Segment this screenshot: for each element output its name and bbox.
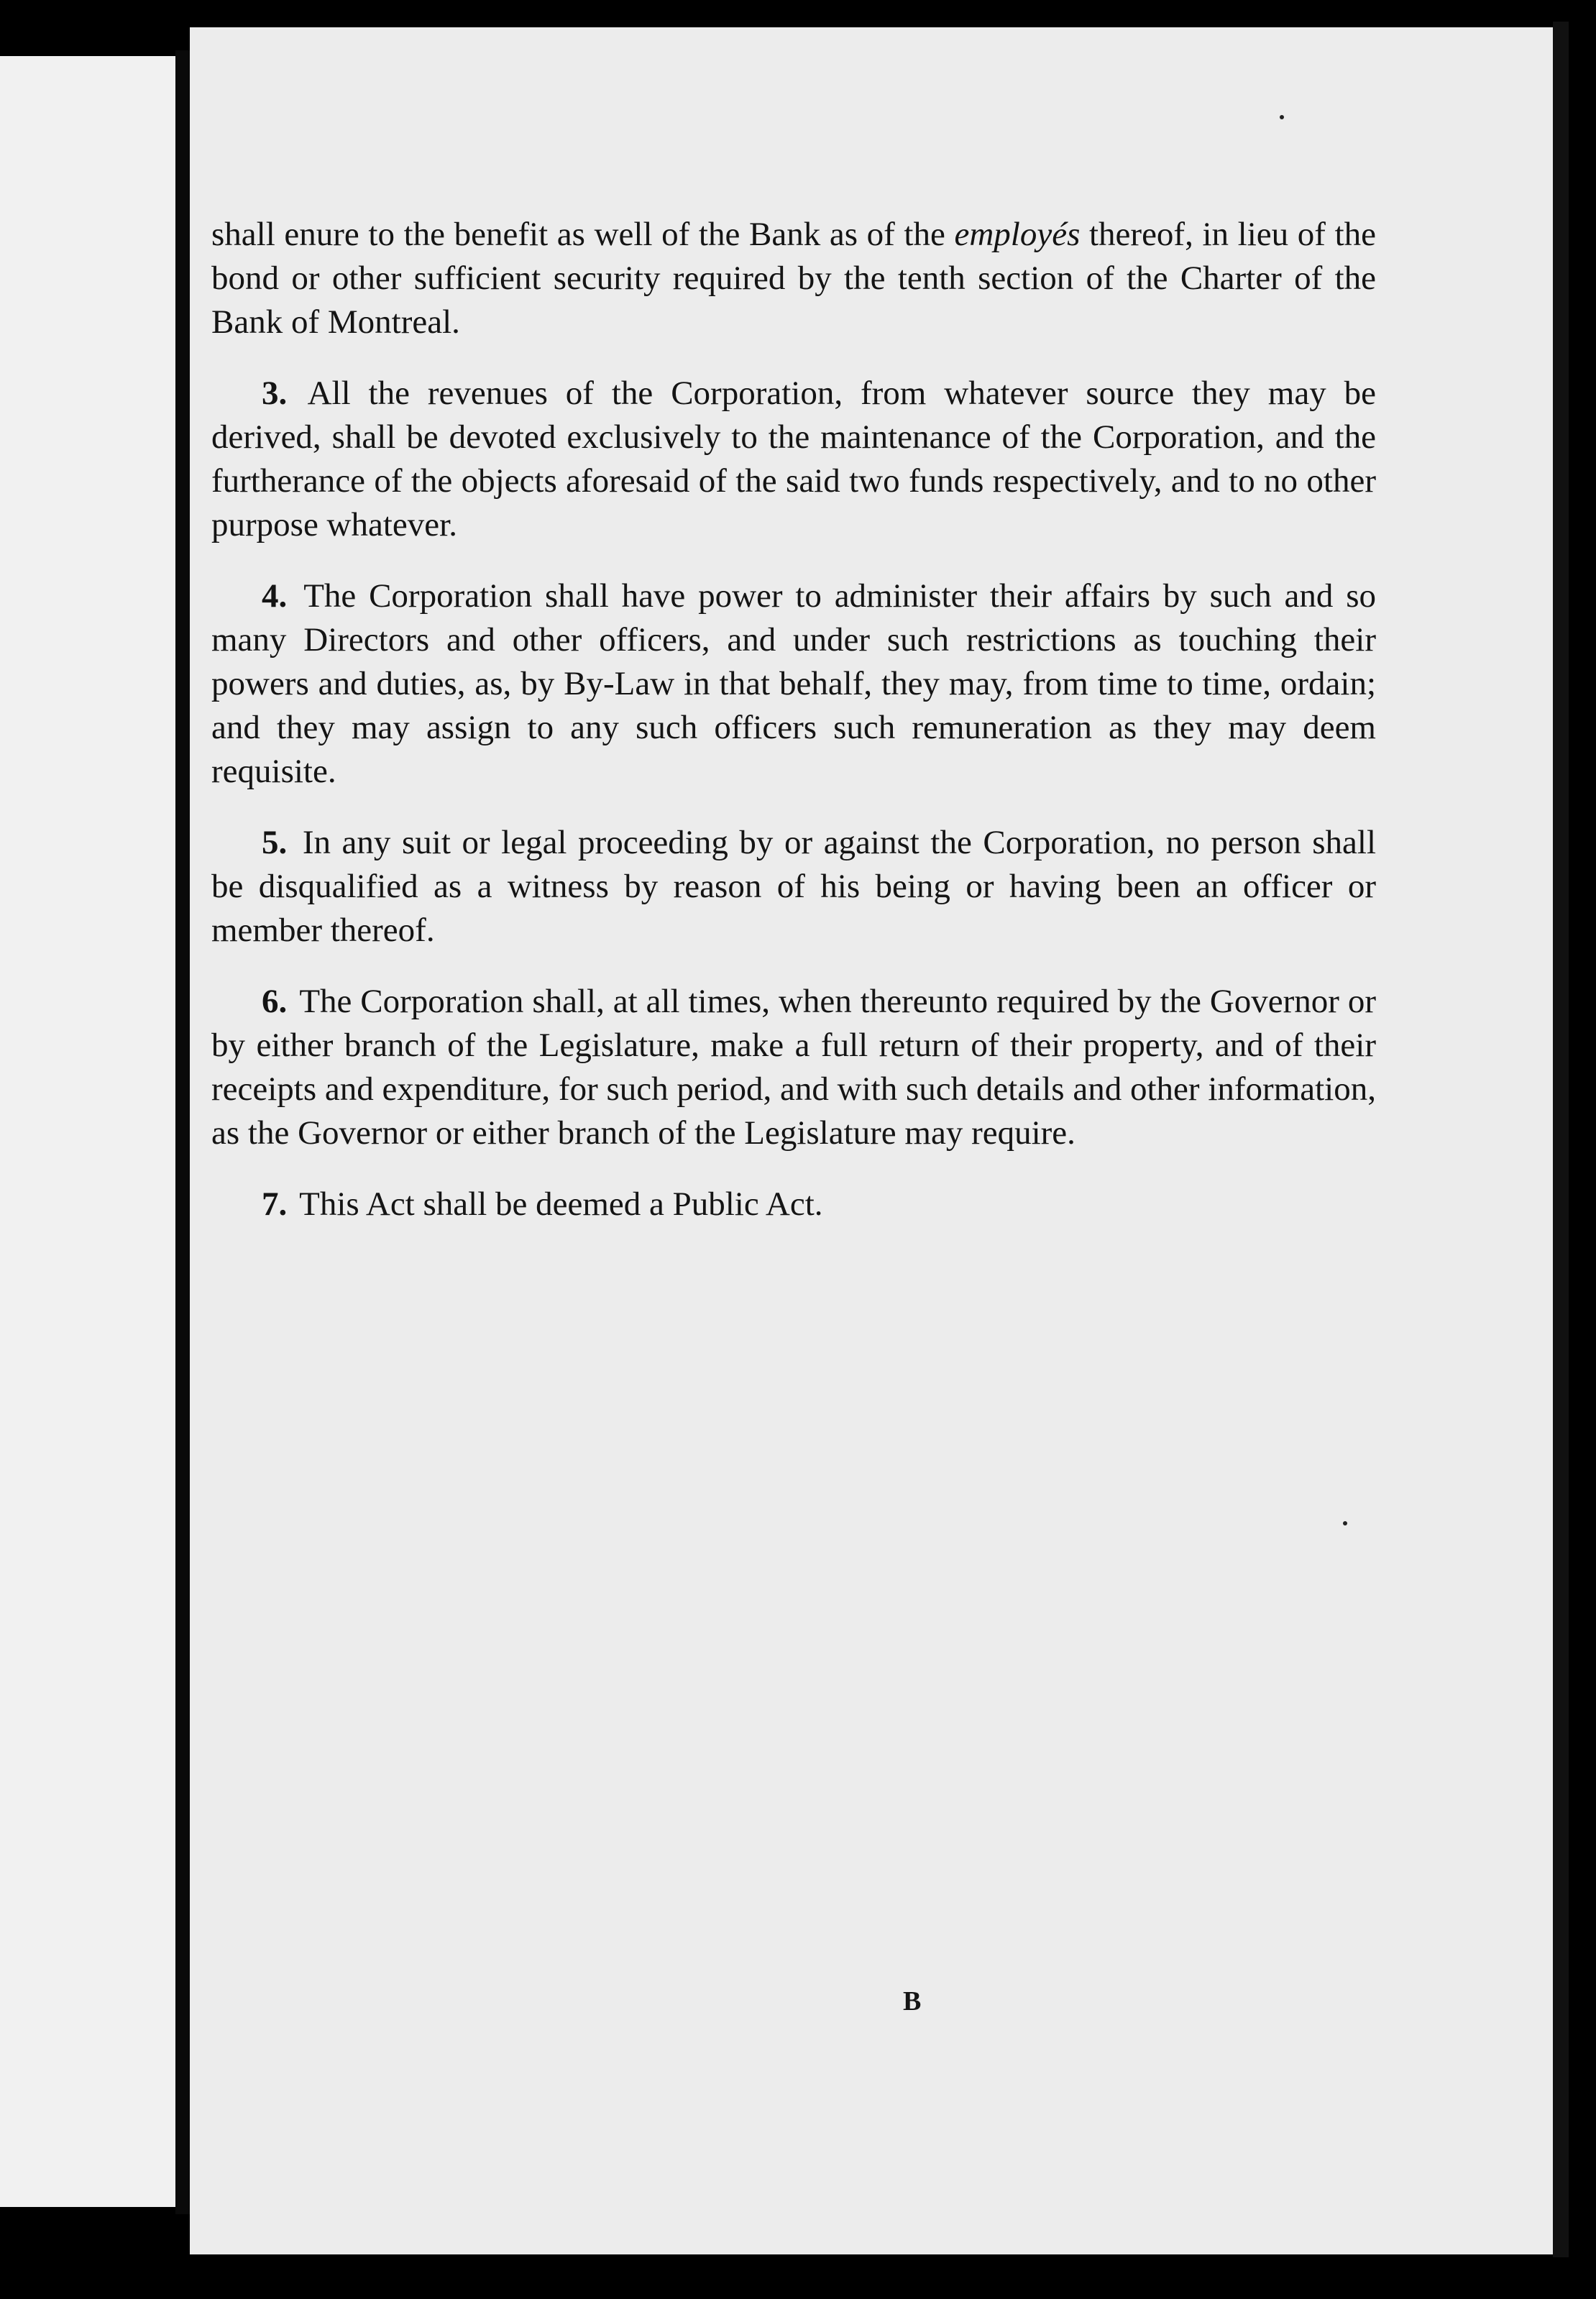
section-number: 4. (262, 577, 288, 615)
section-7 (211, 1183, 1376, 1226)
section-text: In any suit or legal proceeding by or against the Corporation, no person shall be disqualified as a witness by reason of his being or having been an officer or member thereof. (211, 824, 1377, 949)
section-number: 7. (262, 1185, 288, 1223)
section-number: 6. (262, 983, 288, 1020)
body-text (211, 213, 1376, 1254)
speck-mark (1280, 115, 1284, 119)
section-number: 5. (262, 824, 288, 861)
section-6 (211, 980, 1376, 1155)
left-page (0, 56, 175, 2207)
emphasized-word: employés (954, 216, 1081, 253)
book-spine (175, 50, 190, 2214)
section-number: 3. (262, 375, 288, 412)
speck-mark (1343, 1521, 1347, 1525)
section-5 (211, 821, 1376, 953)
section-3 (211, 372, 1376, 547)
section-text: The Corporation shall have power to administer their affairs by such and so many Directors and other officers, and under such restrictions as touching their powers and duties, as, by By-Law in that behalf, they may, from time to time, ordain; and they may assign to any such officers such remuneration as they may deem requisite. (211, 577, 1376, 790)
section-text: This Act shall be deemed a Public Act. (299, 1185, 823, 1223)
section-4 (211, 574, 1376, 794)
section-text: The Corporation shall, at all times, when thereunto required by the Governor or by either branch of the Legislature, make a full return of their property, and of their receipts and expenditure, for such period, and with such details and other information, as the Governor or either branch of the Legislature may require. (211, 983, 1376, 1152)
signature-mark: B (903, 1986, 922, 2016)
continuation-paragraph: shall enure to the benefit as well of the Bank as of the employés thereof, in lieu of the bond or other sufficient security required by the tenth section of the Charter of the Bank of Montreal. (211, 216, 1376, 341)
section-text: All the revenues of the Corporation, from whatever source they may be derived, shall be devoted exclusively to the maintenance of the Corporation, and the furtherance of the objects aforesaid of the said two funds respectively, and to no other purpose whatever. (211, 375, 1376, 543)
page-edge (1553, 22, 1569, 2257)
